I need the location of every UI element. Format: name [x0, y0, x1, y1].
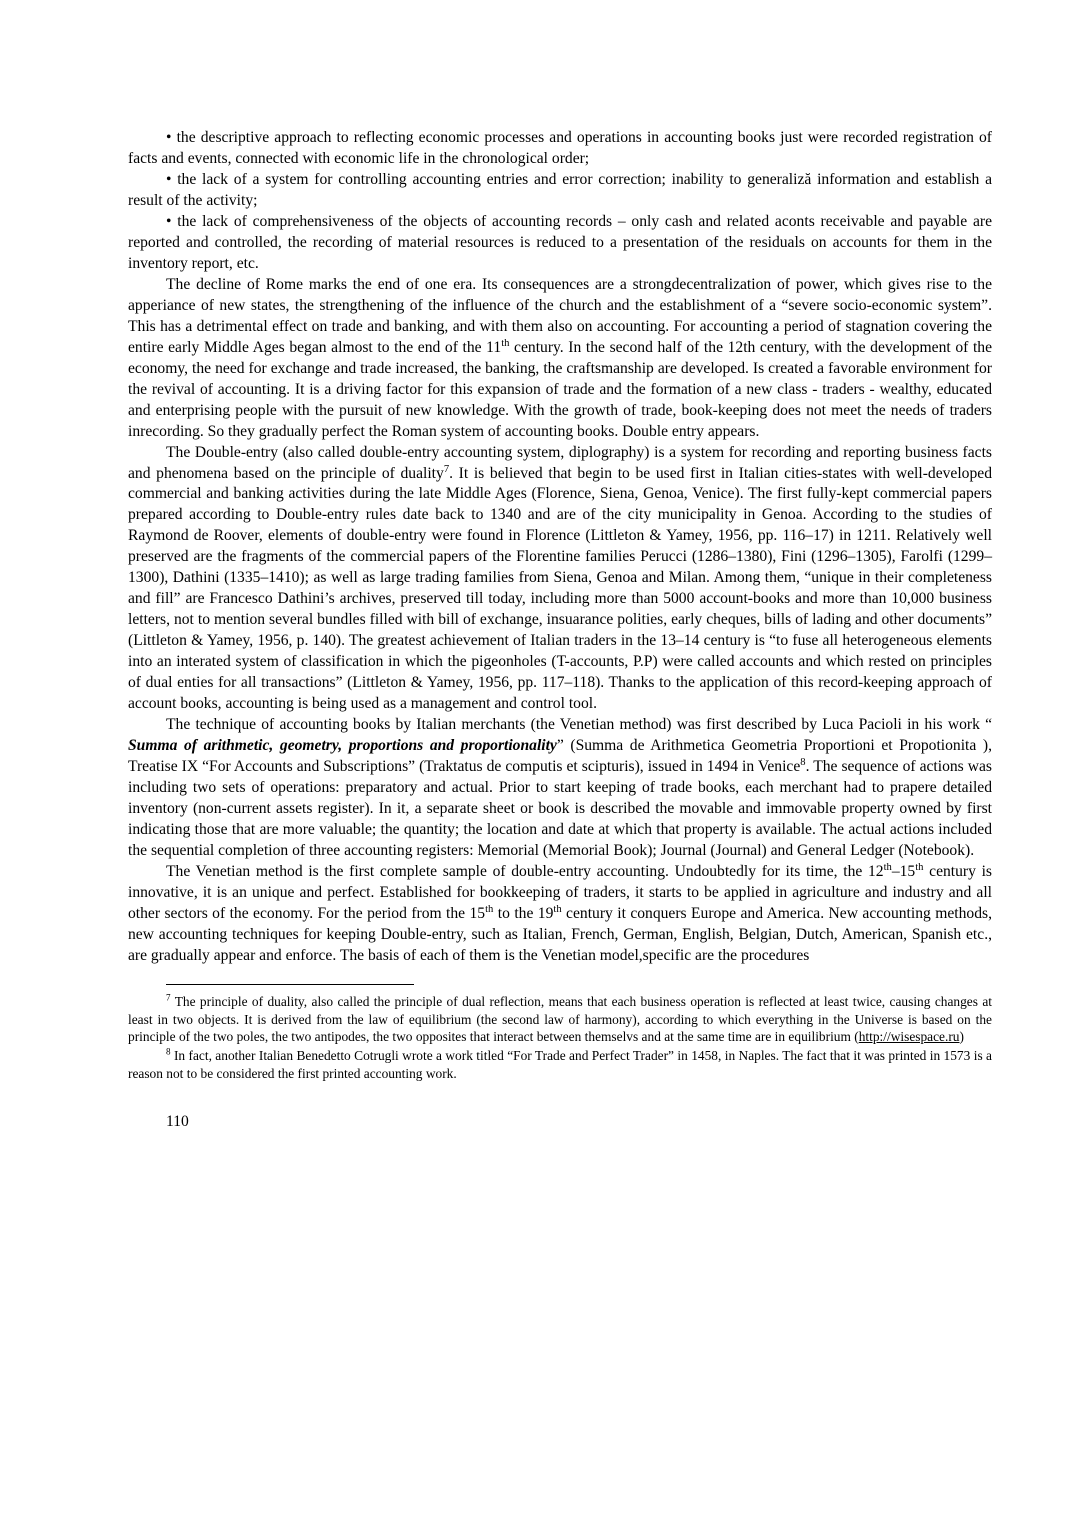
rome-text-part-1: The decline of Rome marks the end of one era. Its consequences are a strongdecentralization of power, which gives rise to the apperiance of new states, the strengthening of the influence of the church and the establishment of a “severe socio-economic system”. This has a detrimental effect on trade and banking, and with them also on accounting. For accounting a period of stagnation covering the entire early Middle Ages began almost to the end of the 11 — [128, 275, 992, 356]
pacioli-part-2: ” (Summa de Arithmetica Geometria Proportioni et Propotionita ), Treatise IX “For Accounts and Subscriptions” (Traktatus de computis et scipturis), issued in 1494 in Venice — [128, 737, 992, 776]
pacioli-part-3: . The sequence of actions was including two sets of operations: preparatory and actual. Prior to start keeping of trade books, each merchant had to prapere detailed inventory (non-current assets register). In it, a separate sheet or book is described the movable and immovable property owned by first indicating those that are more valuable; the quantity; the location and date at which that property is available. The actual actions included the sequential completion of three accounting registers: Memorial (Memorial Book); Journal (Journal) and General Ledger (Notebook). — [128, 758, 992, 859]
bullet-item-1: • the descriptive approach to reflecting economic processes and operations in accounting books just were recorded registration of facts and events, connected with economic life in the chronological order; — [128, 129, 992, 167]
bullet-item-3: • the lack of comprehensiveness of the objects of accounting records – only cash and related aconts receivable and payable are reported and controlled, the recording of material resources is reduced to a presentation of the residuals on accounts for them in the inventory report, etc. — [128, 212, 992, 272]
pacioli-part-1: The technique of accounting books by Italian merchants (the Venetian method) was first described by Luca Pacioli in his work “ — [166, 716, 992, 734]
venetian-superscript-1: th — [883, 861, 892, 873]
bullet-item-2: • the lack of a system for controlling accounting entries and error correction; inability to generaliză information and establish a result of the activity; — [128, 170, 992, 209]
footnote-7-text: The principle of duality, also called the principle of dual reflection, means that each business operation is reflected at least twice, causing changes at least in two objects. It is derived from the law of equilibrium (the second law of harmony), according to which everything in the Universe is based on the principle of the two poles, the two antipodes, the two opposites that interact between themselvs and at the same time are in equilibrium ( — [128, 993, 992, 1045]
venetian-part-1: The Venetian method is the first complete sample of double-entry accounting. Undoubtedly for its time, the 12 — [166, 862, 884, 880]
venetian-superscript-3: th — [485, 903, 494, 915]
footnote-7 — [128, 993, 992, 1046]
venetian-superscript-4: th — [553, 903, 562, 915]
footnote-7-text-end: ) — [959, 1029, 964, 1045]
footnote-8-marker: 8 — [166, 1046, 171, 1057]
footnote-7-link[interactable]: http://wisespace.ru — [858, 1029, 960, 1045]
venetian-part-2: –15 — [891, 862, 916, 880]
footnote-ref-8[interactable]: 8 — [800, 756, 806, 768]
venetian-superscript-2: th — [915, 861, 924, 873]
page-number: 110 — [166, 1112, 189, 1130]
footnote-7-marker: 7 — [166, 992, 171, 1003]
footnote-8 — [128, 1047, 992, 1083]
double-entry-part-1: The Double-entry (also called double-entry accounting system, diplography) is a system for recording and reporting business facts and phenomena based on the principle of duality — [128, 443, 992, 482]
venetian-part-4: to the 19 — [493, 904, 554, 922]
venetian-part-5: century it conquers Europe and America. New accounting methods, new accounting techniques for keeping Double-entry, such as Italian, French, German, English, Belgian, Dutch, American, Spanish etc., are gradually appear and enforce. The basis of each of them is the Venetian model,specific are the procedures — [128, 904, 992, 964]
paragraph-double-entry — [128, 443, 992, 716]
footnote-separator — [166, 984, 414, 985]
footnote-area — [128, 984, 992, 1083]
venetian-part-3: century is innovative, it is an unique and perfect. Established for bookkeeping of traders, it starts to be applied in agriculture and industry and all other sectors of the economy. For the period from the 15 — [128, 862, 992, 922]
double-entry-part-2: . It is believed that begin to be used first in Italian cities-states with well-developed commercial and banking activities during the late Middle Ages (Florence, Siena, Genoa, Venice). The first fully-kept commercial papers prepared according to Double-entry rules date back to 1340 and are of the city municipality in Genoa. According to the studies of Raymond de Roover, elements of double-entry were found in Florence (Littleton & Yamey, 1956, pp. 116–17) in 1211. Relatively well preserved are the fragments of the commercial papers of the Florentine families Perucci (1286–1380), Fini (1296–1305), Farolfi (1299–1300), Dathini (1335–1410); as well as large trading families from Siena, Genoa and Milan. Among them, “unique in their completeness and fill” are Francesco Dathini’s archives, preserved till today, including more than 5000 account-books and more than 10,000 business letters, not to mention several bundles filled with bill of exchange, insuarance polities, early cheques, bills of lading and other documents” (Littleton & Yamey, 1956, p. 140). The greatest achievement of Italian traders in the 13–14 century is “to fuse all heterogeneous elements into an interated system of classification in which the pigeonholes (T-accounts, P.P) were called accounts and which rested on principles of dual enties for all transactions” (Littleton & Yamey, 1956, pp. 117–118). Thanks to the application of this record-keeping approach of account books, accounting is being used as a management and control tool. — [128, 464, 992, 713]
paragraph-pacioli — [128, 715, 992, 862]
rome-superscript-1: th — [501, 337, 510, 349]
page-body — [128, 128, 992, 967]
paragraph-venetian-method — [128, 862, 992, 967]
footnote-8-text: In fact, another Italian Benedetto Cotrugli wrote a work titled “For Trade and Perfect Trader” in 1458, in Naples. The fact that it was printed in 1573 is a reason not to be considered the first printed accounting work. — [128, 1048, 992, 1082]
rome-text-part-2: century. In the second half of the 12th century, with the development of the economy, the need for exchange and trade increased, the banking, the craftsmanship are developed. Is created a favorable environment for the revival of accounting. It is a driving factor for this expansion of trade and the formation of a new class - traders - wealthy, educated and enterprising people with the pursuit of new knowledge. With the growth of trade, book-keeping does not meet the needs of traders inrecording. So they gradually perfect the Roman system of accounting books. Double entry appears. — [128, 338, 992, 440]
paragraph-decline-of-rome — [128, 275, 992, 443]
pacioli-work-title: Summa of arithmetic, geometry, proportions and proportionality — [128, 737, 557, 755]
footnote-ref-7[interactable]: 7 — [443, 463, 450, 475]
